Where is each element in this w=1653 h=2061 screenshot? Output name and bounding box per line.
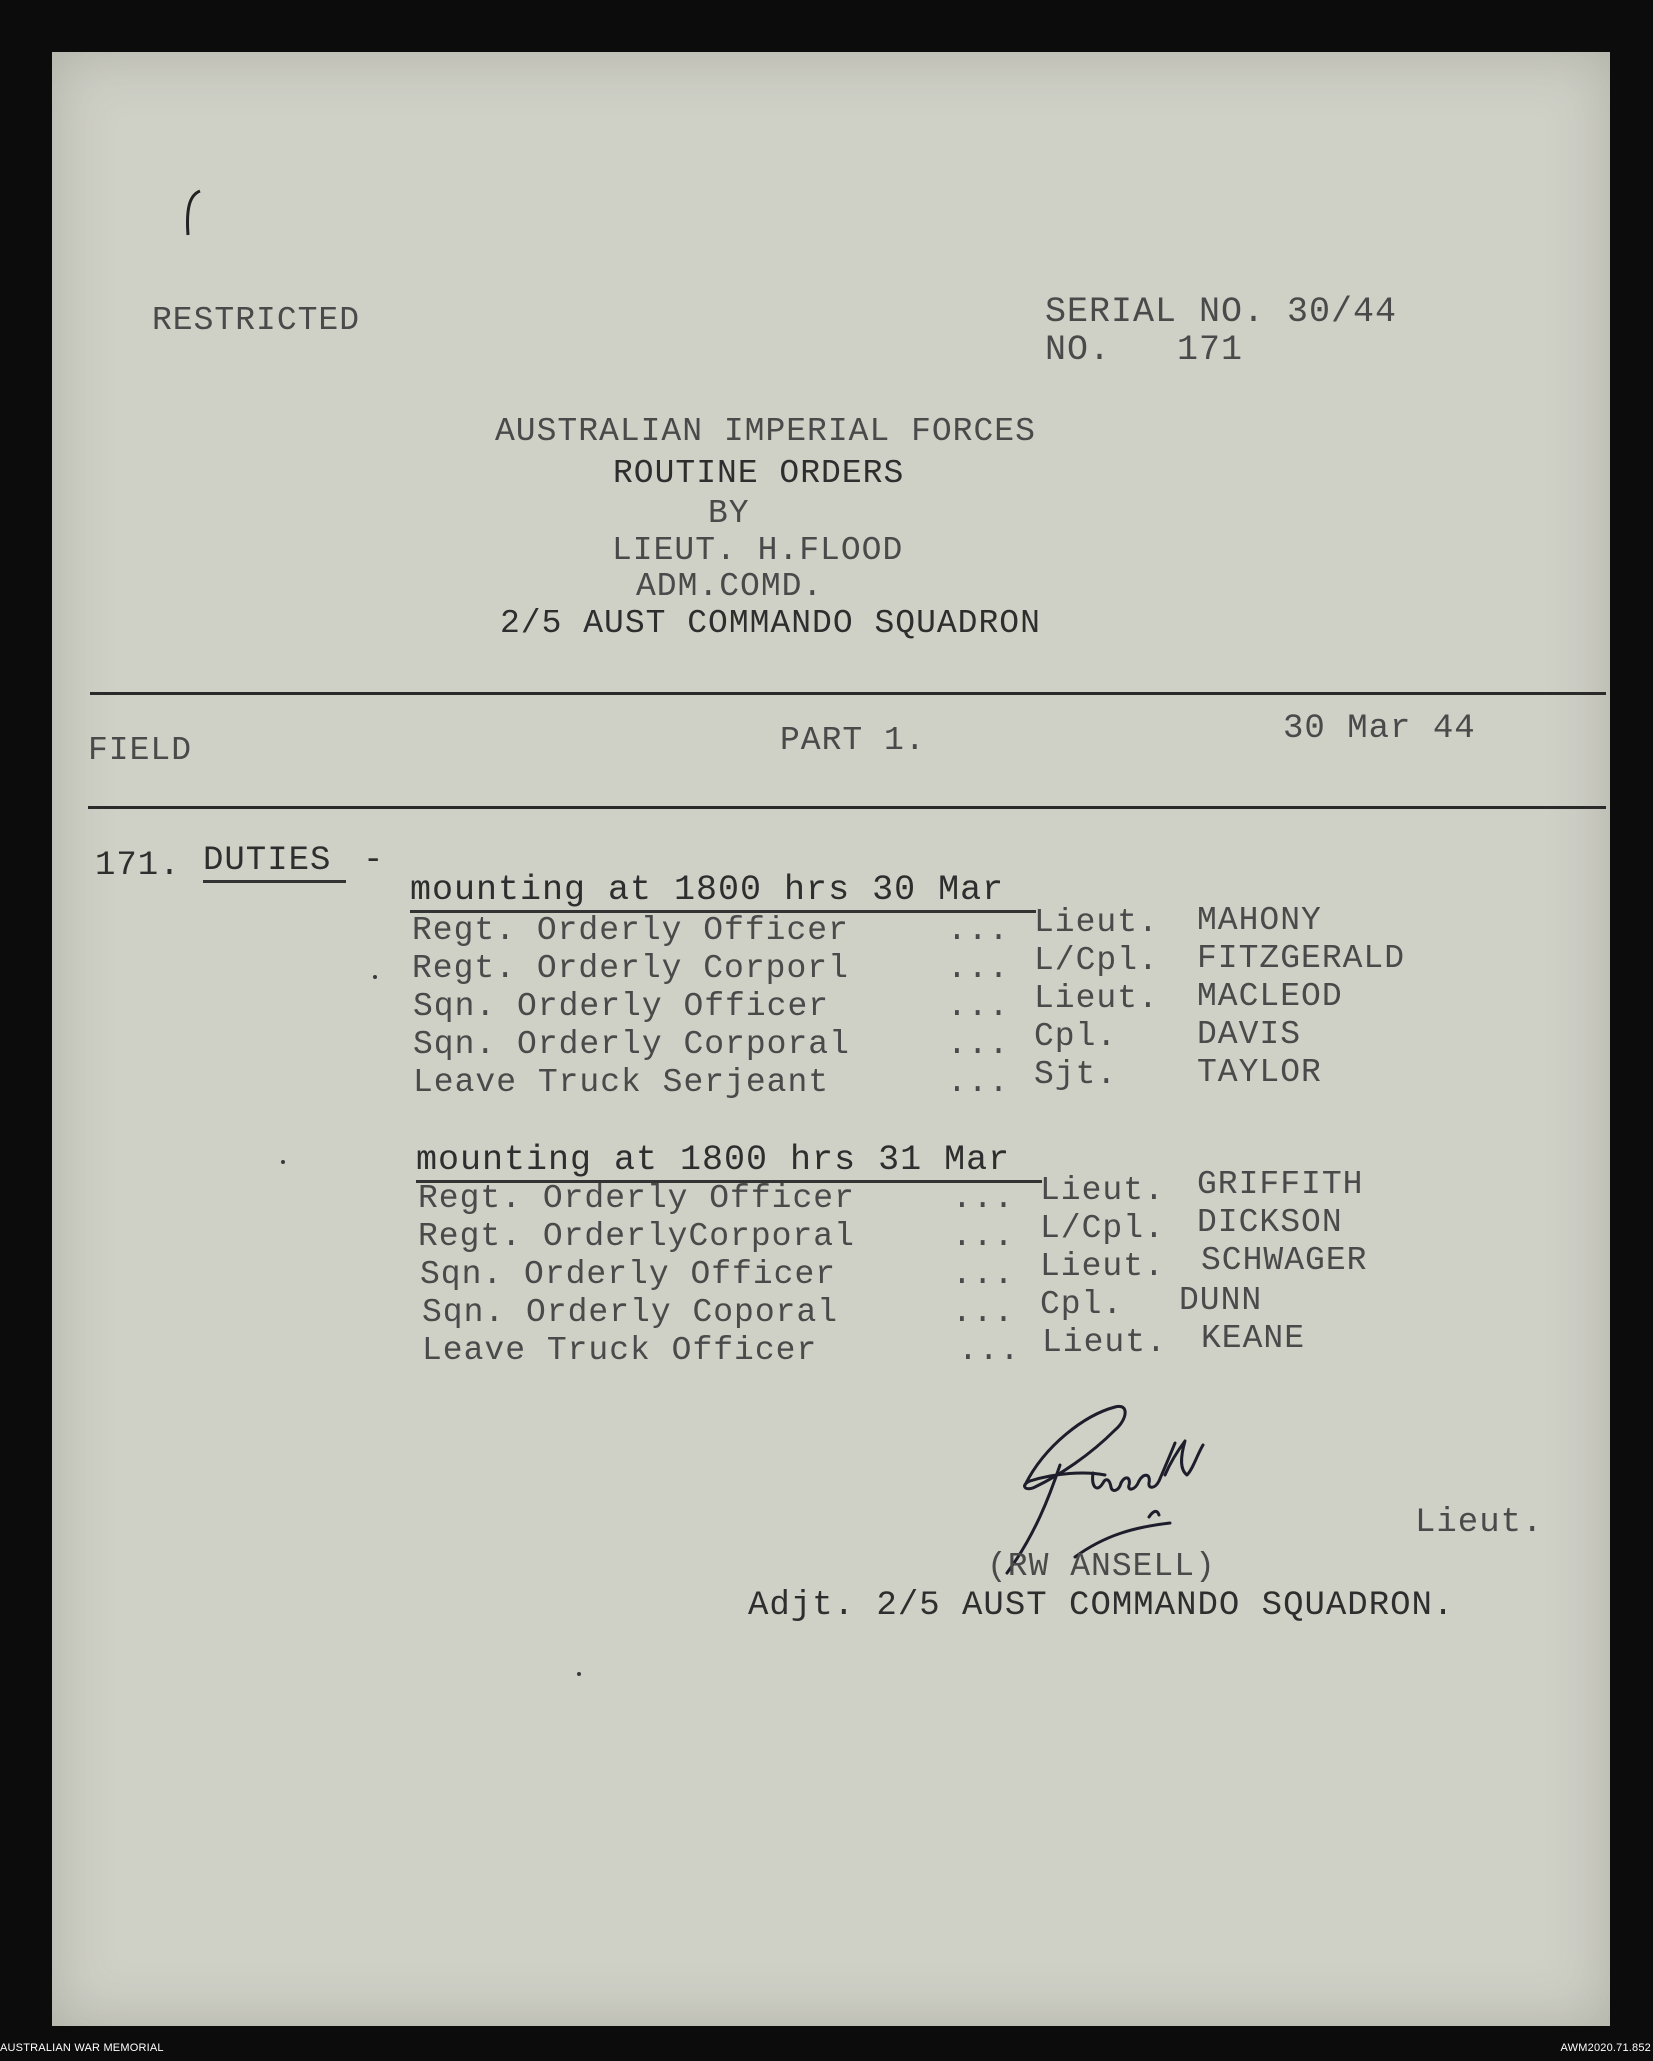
footer-accession-number: AWM2020.71.852 (1560, 2042, 1651, 2054)
duty-name: DUNN (1179, 1282, 1263, 1319)
duty-dots: ... (952, 1294, 1015, 1331)
duty-dots: ... (958, 1332, 1021, 1369)
duty-role: Regt. Orderly Officer (412, 912, 849, 949)
duty-name: DAVIS (1197, 1016, 1302, 1053)
duty-role: Leave Truck Serjeant (413, 1064, 830, 1101)
title-line-forces: AUSTRALIAN IMPERIAL FORCES (495, 413, 1036, 450)
duty-rank: L/Cpl. (1034, 942, 1159, 979)
duty-dots: ... (947, 912, 1010, 949)
duty-name: TAYLOR (1197, 1054, 1322, 1091)
duty-name: FITZGERALD (1197, 940, 1406, 977)
order-item-dash: - (363, 842, 385, 880)
duty-rank: Lieut. (1040, 1248, 1165, 1285)
footer-institution: AUSTRALIAN WAR MEMORIAL (0, 2042, 164, 2054)
signatory-appointment: Adjt. 2/5 AUST COMMANDO SQUADRON. (748, 1587, 1455, 1625)
divider-bottom (88, 806, 1606, 809)
order-item-number: 171. (95, 847, 181, 885)
duty-name: MACLEOD (1197, 978, 1343, 1015)
paper-speck (281, 1160, 285, 1164)
title-line-routine-orders: ROUTINE ORDERS (613, 455, 905, 492)
duty-dots: ... (947, 950, 1010, 987)
paper-speck (577, 1672, 581, 1676)
duty-rank: Lieut. (1042, 1324, 1167, 1361)
duty-name: GRIFFITH (1197, 1166, 1364, 1203)
duty-rank: Cpl. (1040, 1286, 1124, 1323)
duty-rank: L/Cpl. (1040, 1210, 1165, 1247)
duty-rank: Sjt. (1034, 1056, 1118, 1093)
duty-role: Sqn. Orderly Corporal (413, 1026, 850, 1063)
duty-name: KEANE (1201, 1320, 1306, 1357)
duty-rank: Lieut. (1034, 904, 1159, 941)
duty-rank: Cpl. (1034, 1018, 1118, 1055)
order-date: 30 Mar 44 (1283, 710, 1476, 748)
classification-label: RESTRICTED (152, 302, 361, 339)
location-label: FIELD (88, 732, 193, 769)
divider-top (90, 692, 1606, 695)
duty-rank: Lieut. (1034, 980, 1159, 1017)
duty-dots: ... (952, 1256, 1015, 1293)
signatory-rank: Lieut. (1415, 1504, 1544, 1542)
duty-name: DICKSON (1197, 1204, 1343, 1241)
duty-dots: ... (947, 988, 1010, 1025)
duty-rank: Lieut. (1040, 1172, 1165, 1209)
duty-dots: ... (947, 1064, 1010, 1101)
paper-speck (373, 975, 377, 979)
title-line-by: BY (708, 495, 750, 532)
duty-role: Sqn. Orderly Officer (413, 988, 830, 1025)
title-line-commander: LIEUT. H.FLOOD (612, 532, 904, 569)
duty-dots: ... (952, 1218, 1015, 1255)
order-number: NO. 171 (1045, 330, 1244, 370)
signatory-name: (RW ANSELL) (987, 1548, 1216, 1585)
duty-name: SCHWAGER (1201, 1242, 1368, 1279)
duty-dots: ... (947, 1026, 1010, 1063)
duty-role: Regt. OrderlyCorporal (418, 1218, 855, 1255)
duty-role: Leave Truck Officer (422, 1332, 818, 1369)
order-item-heading: DUTIES (203, 842, 332, 880)
serial-number: SERIAL NO. 30/44 (1045, 292, 1398, 332)
duty-role: Regt. Orderly Officer (418, 1180, 855, 1217)
duty-group-heading: mounting at 1800 hrs 30 Mar (410, 870, 1005, 910)
duty-group-heading: mounting at 1800 hrs 31 Mar (416, 1140, 1011, 1180)
duty-role: Regt. Orderly Corporl (412, 950, 849, 987)
title-line-unit: 2/5 AUST COMMANDO SQUADRON (500, 605, 1041, 642)
duty-role: Sqn. Orderly Coporal (422, 1294, 839, 1331)
duty-role: Sqn. Orderly Officer (420, 1256, 837, 1293)
duty-dots: ... (952, 1180, 1015, 1217)
order-heading-underline (203, 880, 346, 883)
part-label: PART 1. (780, 722, 926, 759)
pen-mark (180, 185, 210, 245)
title-line-appointment: ADM.COMD. (636, 568, 824, 605)
duty-name: MAHONY (1197, 902, 1322, 939)
